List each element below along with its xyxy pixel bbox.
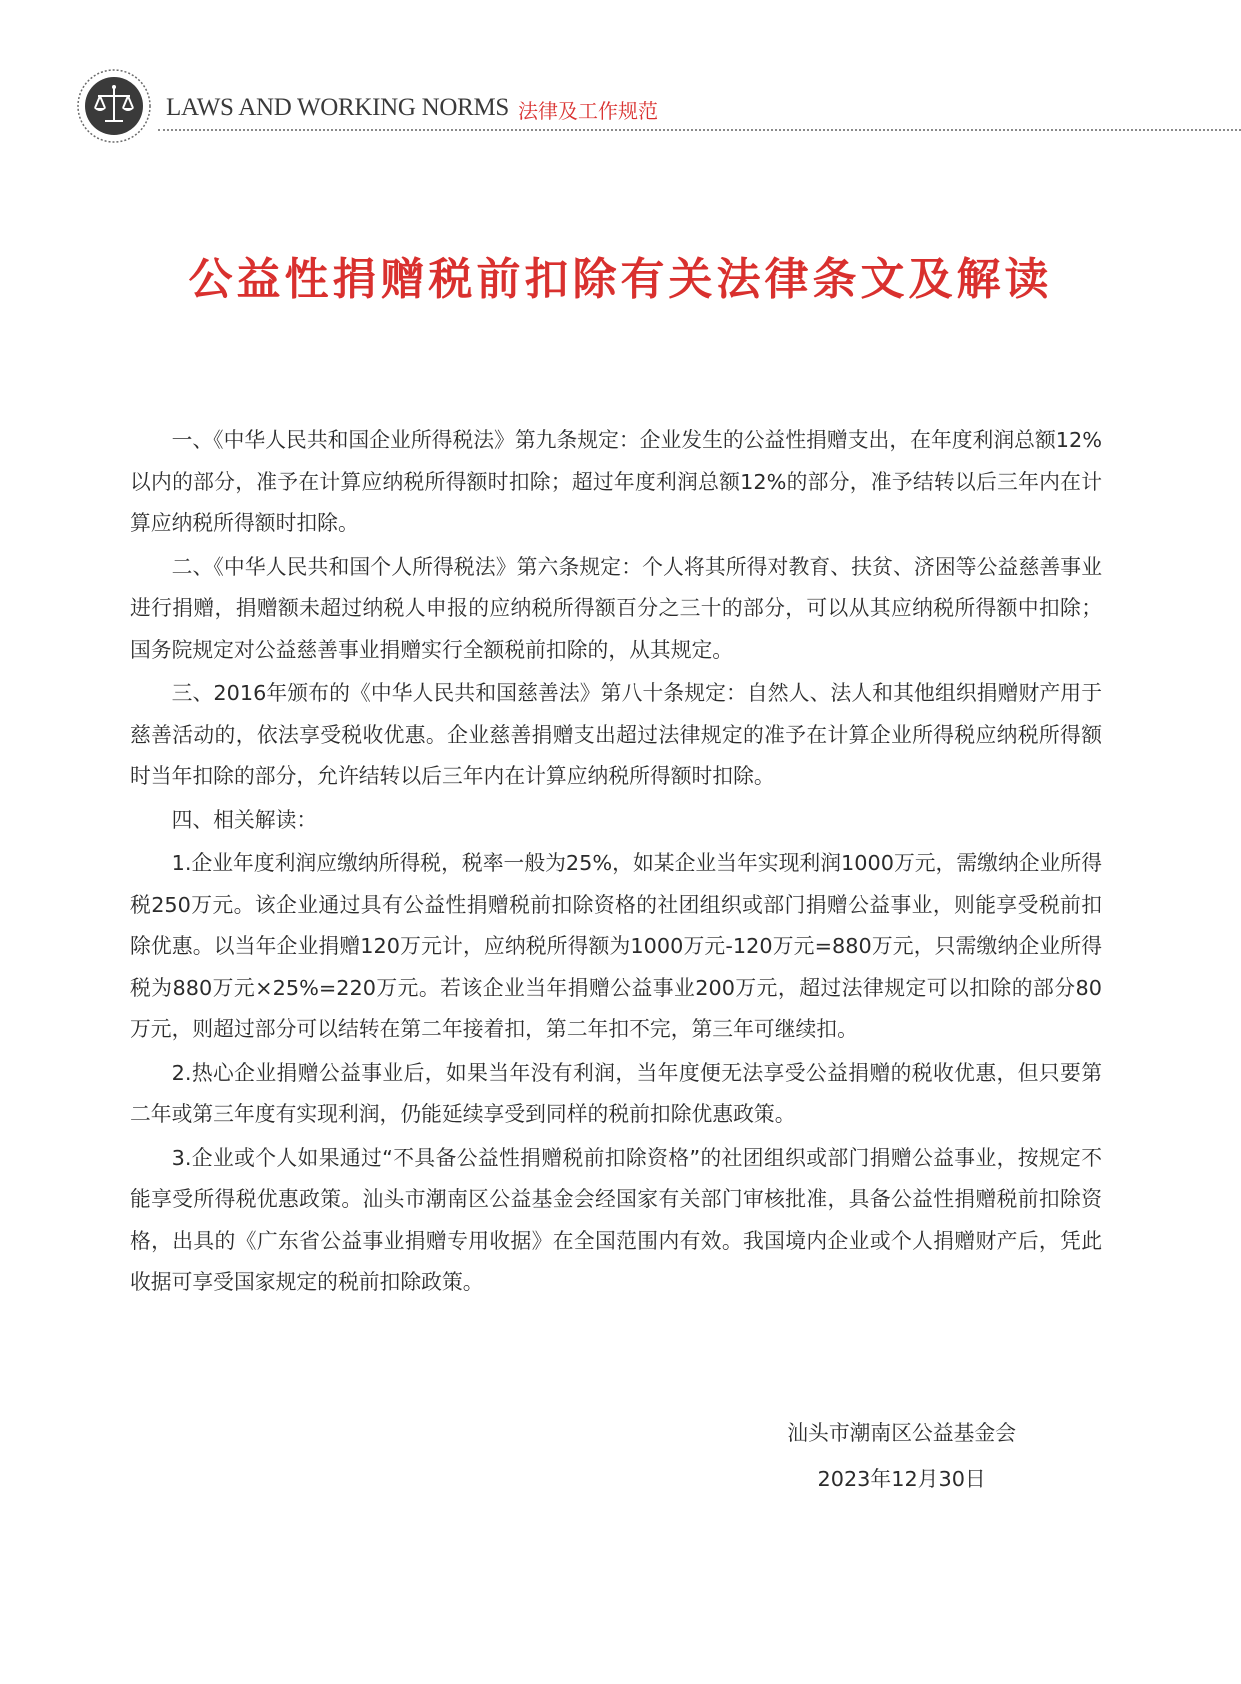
page-header bbox=[76, 68, 1241, 148]
document-title: 公益性捐赠税前扣除有关法律条文及解读 bbox=[188, 254, 1053, 305]
paragraph-interpretation-2: 2.热心企业捐赠公益事业后，如果当年没有利润，当年度便无法享受公益捐赠的税收优惠，但只要第二年或第三年度有实现利润，仍能延续享受到同样的税前扣除优惠政策。 bbox=[130, 1060, 1102, 1126]
paragraph-interpretation-3: 3.企业或个人如果通过“不具备公益性捐赠税前扣除资格”的社团组织或部门捐赠公益事业，按规定不能享受所得税优惠政策。汕头市潮南区公益基金会经国家有关部门审核批准，具备公益性捐赠税前扣除资格，出具的《广东省公益事业捐赠专用收据》在全国范围内有效。我国境内企业或个人捐赠财产后，凭此收据可享受国家规定的税前扣除政策。 bbox=[130, 1145, 1102, 1294]
paragraph-charity-law: 三、2016年颁布的《中华人民共和国慈善法》第八十条规定：自然人、法人和其他组织捐赠财产用于慈善活动的，依法享受税收优惠。企业慈善捐赠支出超过法律规定的准予在计算企业所得税应纳税所得额时当年扣除的部分，允许结转以后三年内在计算应纳税所得额时扣除。 bbox=[130, 681, 1102, 788]
scales-of-justice-icon bbox=[76, 68, 152, 144]
paragraph-interpretation-1: 1.企业年度利润应缴纳所得税，税率一般为25%，如某企业当年实现利润1000万元，需缴纳企业所得税250万元。该企业通过具有公益性捐赠税前扣除资格的社团组织或部门捐赠公益事业，则能享受税前扣除优惠。以当年企业捐赠120万元计，应纳税所得额为1000万元-120万元=880万元，只需缴纳企业所得税为880万元×25%=220万元。若该企业当年捐赠公益事业200万元，超过法律规定可以扣除的部分80万元，则超过部分可以结转在第二年接着扣，第二年扣不完，第三年可继续扣。 bbox=[130, 851, 1102, 1041]
header-title-cn: 法律及工作规范 bbox=[518, 99, 658, 123]
header-title-en: LAWS AND WORKING NORMS bbox=[166, 94, 510, 121]
signature-organization: 汕头市潮南区公益基金会 bbox=[787, 1421, 1016, 1445]
document-body bbox=[130, 420, 1102, 1306]
paragraph-interpretation-heading: 四、相关解读： bbox=[171, 807, 318, 832]
header-dotted-divider bbox=[158, 129, 1241, 131]
paragraph-enterprise-income-tax-law: 一、《中华人民共和国企业所得税法》第九条规定：企业发生的公益性捐赠支出，在年度利润总额12%以内的部分，准予在计算应纳税所得额时扣除；超过年度利润总额12%的部分，准予结转以后三年内在计算应纳税所得额时扣除。 bbox=[130, 428, 1102, 535]
signature-block bbox=[787, 1410, 1016, 1502]
paragraph-individual-income-tax-law: 二、《中华人民共和国个人所得税法》第六条规定：个人将其所得对教育、扶贫、济困等公益慈善事业进行捐赠，捐赠额未超过纳税人申报的应纳税所得额百分之三十的部分，可以从其应纳税所得额中扣除；国务院规定对公益慈善事业捐赠实行全额税前扣除的，从其规定。 bbox=[130, 554, 1102, 662]
signature-date: 2023年12月30日 bbox=[817, 1467, 986, 1491]
